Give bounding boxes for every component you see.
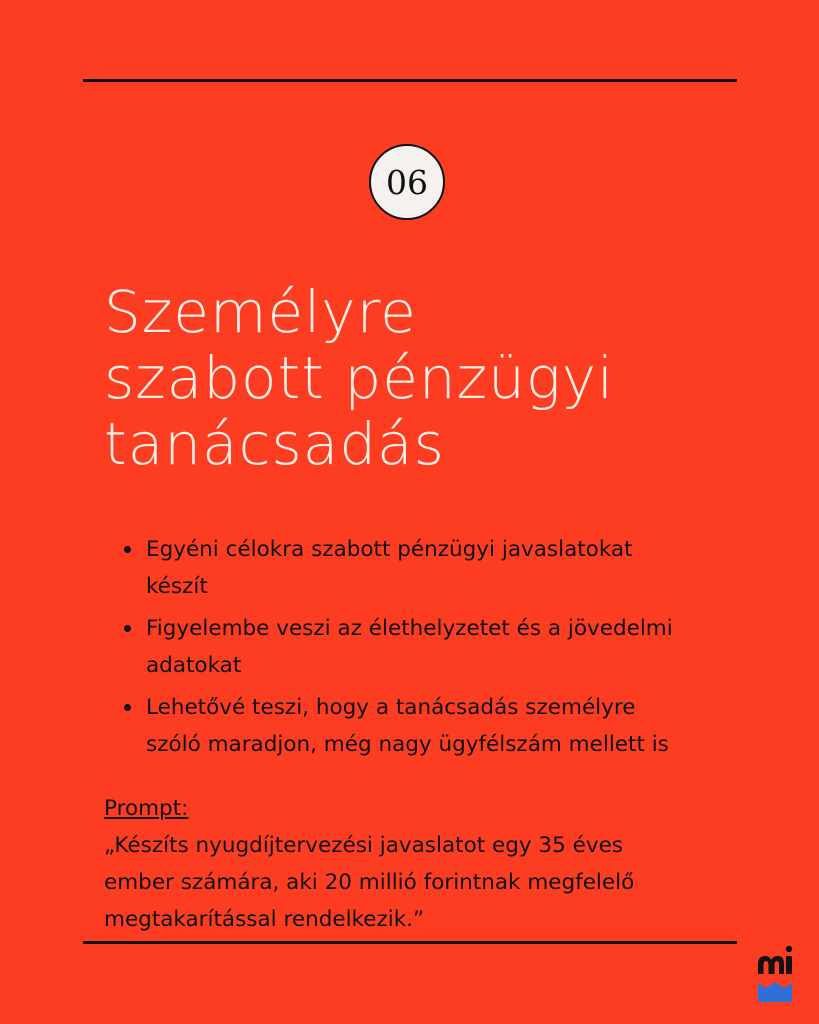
list-item-line: Lehetővé teszi, hogy a tanácsadás személyre [146, 695, 636, 720]
slide-number-badge [369, 144, 445, 220]
prompt-line: ember számára, aki 20 millió forintnak megfelelő [104, 870, 635, 895]
title-line: tanácsadás [104, 410, 445, 478]
list-item [146, 531, 726, 605]
prompt-block [104, 790, 744, 938]
title-line: Személyre [104, 278, 417, 346]
list-item [146, 689, 726, 763]
slide-title [104, 279, 744, 477]
list-item-line: szóló maradjon, még nagy ügyfélszám mellett is [146, 732, 669, 757]
bullet-dot-icon [124, 704, 131, 711]
list-item-line: Egyéni célokra szabott pénzügyi javaslatokat [146, 537, 633, 562]
list-item [146, 610, 726, 684]
slide-number: 06 [386, 162, 428, 202]
title-line: szabott pénzügyi [104, 344, 615, 412]
mi-brand-logo-icon [756, 944, 794, 1004]
bottom-divider [83, 941, 737, 944]
prompt-line: megtakarítással rendelkezik.” [104, 907, 425, 932]
bullet-dot-icon [124, 625, 131, 632]
list-item-line: adatokat [146, 653, 242, 678]
prompt-text [104, 827, 744, 938]
top-divider [83, 79, 737, 82]
prompt-label: Prompt: [104, 796, 189, 821]
feature-list [146, 531, 726, 768]
bullet-dot-icon [124, 546, 131, 553]
list-item-line: Figyelembe veszi az élethelyzetet és a jövedelmi [146, 616, 673, 641]
list-item-line: készít [146, 574, 208, 599]
prompt-line: „Készíts nyugdíjtervezési javaslatot egy 35 éves [104, 833, 623, 858]
